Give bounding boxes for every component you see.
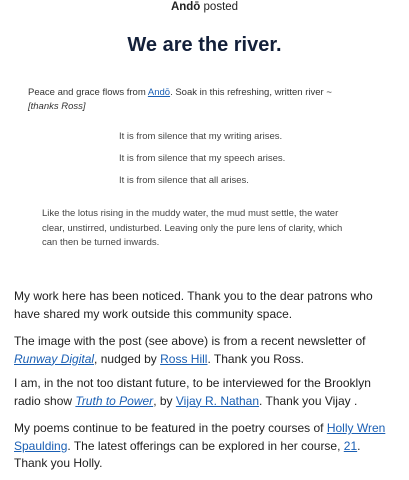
vijay-nathan-link[interactable]: Vijay R. Nathan xyxy=(175,393,260,408)
body-paragraph-2 xyxy=(14,333,400,368)
silence-line-2: It is from silence that my speech arises. xyxy=(119,153,286,164)
course-21-link[interactable]: 21 xyxy=(343,438,358,453)
post-title: We are the river. xyxy=(127,34,282,56)
p3-text-c: . Thank you Vijay . xyxy=(259,393,358,408)
runway-digital-link[interactable]: Runway Digital xyxy=(14,351,95,366)
p3-text-a: I am, in the not too distant future, to be interviewed for the Brooklyn radio show xyxy=(14,376,371,408)
intro-author-link[interactable]: Andō xyxy=(147,87,171,98)
intro-paragraph xyxy=(28,86,388,114)
p2-text-b: , nudged by xyxy=(94,351,161,366)
p4-text-b: . The latest offerings can be explored in her course, xyxy=(67,438,344,453)
p4-text-c: . xyxy=(357,438,361,453)
body-paragraph-3 xyxy=(14,375,400,410)
holly-spaulding-link[interactable]: Holly Wren Spaulding xyxy=(14,421,386,453)
p3-text-b: , by xyxy=(153,393,176,408)
body-paragraph-1: My work here has been noticed. Thank you to the dear patrons who have shared my work outside this community space. xyxy=(14,289,373,321)
post-author[interactable]: Andō xyxy=(170,1,201,13)
p4-thanks: Thank you Holly. xyxy=(14,456,103,470)
intro-thanks: [thanks Ross] xyxy=(28,101,86,112)
body-paragraph-4 xyxy=(14,420,400,473)
intro-text-end: . Soak in this refreshing, written river ~ xyxy=(170,87,332,98)
post-header xyxy=(0,0,409,14)
silence-line-1: It is from silence that my writing arises. xyxy=(119,131,283,142)
ross-hill-link[interactable]: Ross Hill xyxy=(160,351,208,366)
post-action: posted xyxy=(203,1,239,13)
p2-text-c: . Thank you Ross. xyxy=(207,351,304,366)
p4-text-a: My poems continue to be featured in the poetry courses of xyxy=(14,421,327,435)
silence-line-3: It is from silence that all arises. xyxy=(119,175,249,186)
truth-to-power-link[interactable]: Truth to Power xyxy=(75,393,154,408)
p2-text-a: The image with the post (see above) is from a recent newsletter of xyxy=(14,334,366,348)
lotus-paragraph: Like the lotus rising in the muddy water, the mud must settle, the water clear, unstirred, undisturbed. Leaving only the pure lens of clarity, which can then be turned inwards. xyxy=(42,208,343,248)
intro-text: Peace and grace flows from xyxy=(28,87,148,98)
